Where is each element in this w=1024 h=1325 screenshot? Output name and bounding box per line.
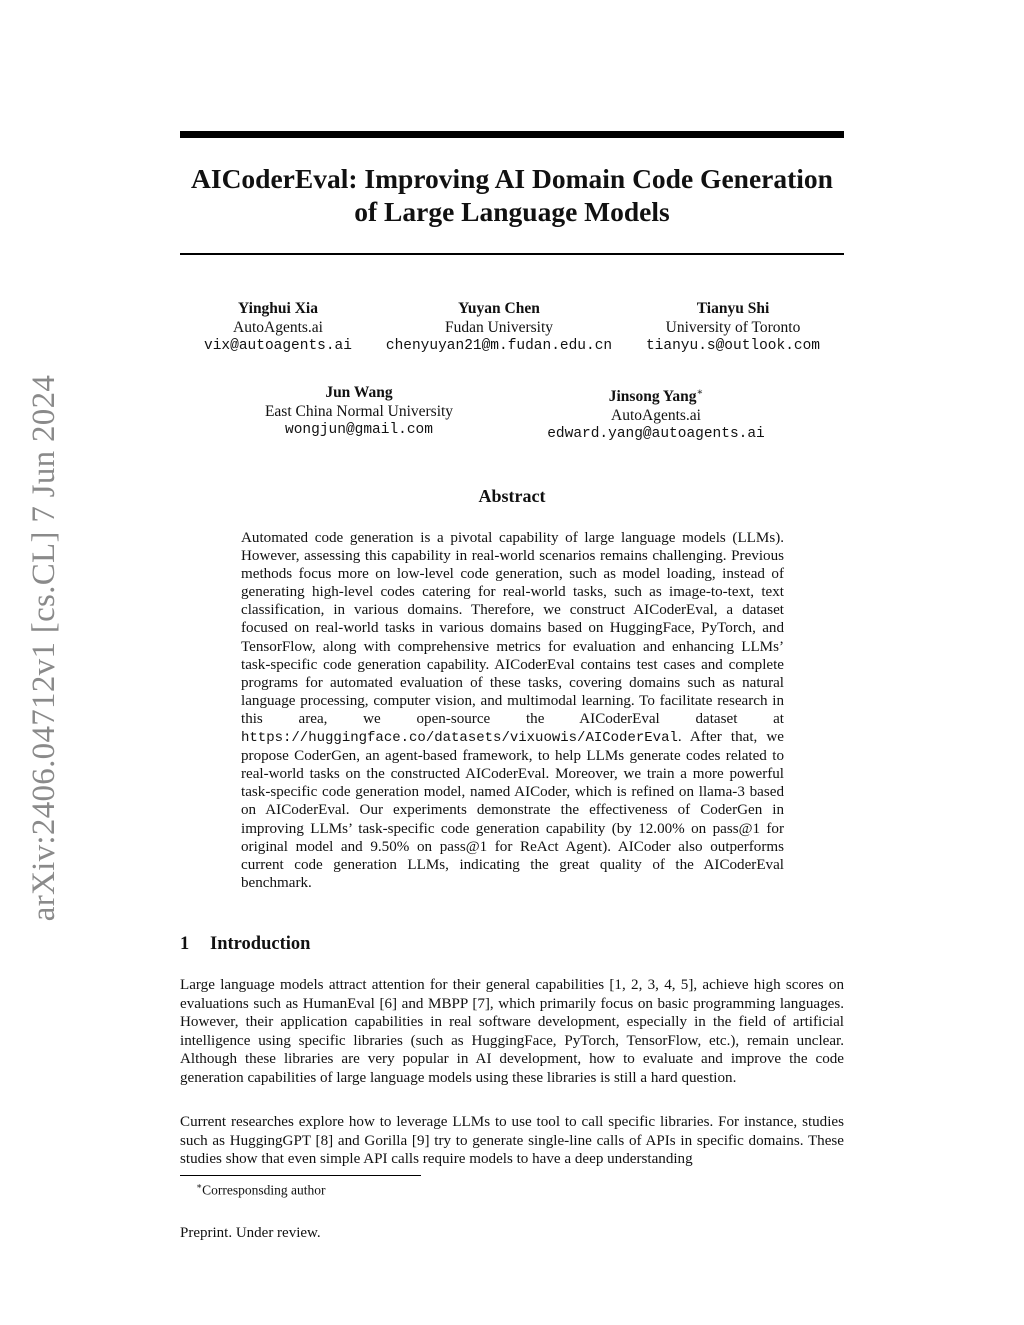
- section-number: 1: [180, 934, 190, 954]
- author-block: [536, 384, 776, 444]
- abstract-heading: Abstract: [478, 486, 546, 506]
- author-affiliation: Fudan University: [444, 318, 554, 336]
- author-affiliation: AutoAgents.ai: [611, 406, 701, 424]
- footnote-rule: [180, 1175, 421, 1176]
- author-name: Jun Wang: [325, 384, 393, 401]
- author-block: [374, 300, 624, 356]
- section-heading-introduction: [180, 934, 310, 955]
- author-name: Tianyu Shi: [696, 300, 770, 317]
- author-affiliation: AutoAgents.ai: [233, 318, 323, 336]
- paper-title: [180, 162, 844, 228]
- footnote-text: Corresponsding author: [202, 1182, 326, 1198]
- author-affiliation: University of Toronto: [665, 318, 801, 336]
- author-block: [623, 300, 843, 356]
- paper-title-line-2: of Large Language Models: [354, 196, 670, 227]
- author-name: Yinghui Xia: [238, 300, 318, 317]
- arxiv-identifier-stamp: arXiv:2406.04712v1 [cs.CL] 7 Jun 2024: [26, 374, 62, 922]
- author-email: vix@autoagents.ai: [204, 338, 352, 354]
- footnote: [196, 1178, 325, 1199]
- author-email: wongjun@gmail.com: [285, 422, 433, 438]
- dataset-url-link[interactable]: https://huggingface.co/datasets/vixuowis/AICoderEval: [241, 730, 678, 747]
- author-email: chenyuyan21@m.fudan.edu.cn: [385, 338, 613, 354]
- corresponding-author-marker: ∗: [696, 387, 704, 398]
- author-affiliation: East China Normal University: [264, 402, 454, 420]
- title-top-rule: [180, 131, 844, 138]
- footnote-marker: ∗: [196, 1181, 203, 1191]
- author-name: Jinsong Yang: [608, 388, 697, 406]
- author-email: tianyu.s@outlook.com: [645, 338, 821, 354]
- introduction-paragraph-2: Current researches explore how to leverage LLMs to use tool to call specific libraries. For instance, studies such as HuggingGPT [8] and Gorilla [9] try to generate single-line calls of APIs in specific domains. These studies show that even simple API calls require models to have a deep understanding: [180, 1114, 844, 1167]
- author-block: [178, 300, 378, 356]
- author-email: edward.yang@autoagents.ai: [547, 426, 765, 443]
- author-name: Yuyan Chen: [458, 300, 540, 317]
- author-block: [249, 384, 469, 440]
- introduction-paragraph-1: Large language models attract attention for their general capabilities [1, 2, 3, 4, 5], achieve high scores on evaluations such as HumanEval [6] and MBPP [7], which primarily focus on basic programming languages. However, their application capabilities in real software development, especially in the field of artificial intelligence using specific libraries (such as HuggingFace, PyTorch, TensorFlow, etc.), remain unclear. Although these libraries are very popular in AI development, how to evaluate and improve the code generation capabilities of large language models using these libraries is still a hard question.: [180, 977, 844, 1086]
- author-name-with-marker: [536, 384, 776, 407]
- paper-title-line-1: AICoderEval: Improving AI Domain Code Generation: [191, 163, 833, 194]
- abstract-text-part-2: . After that, we propose CoderGen, an agent-based framework, to help LLMs generate codes related to real-world tasks on the constructed AICoderEval. Moreover, we train a more powerful task-specific code generation model, named AICoder, which is refined on llama-3 based on AICoderEval. Our experiments demonstrate the effectiveness of CoderGen in improving LLMs’ task-specific code generation capability (by 12.00% on pass@1 for original model and 9.50% on pass@1 for ReAct Agent). AICoder also outperforms current code generation LLMs, indicating the great quality of the AICoderEval benchmark.: [241, 729, 784, 891]
- section-title: Introduction: [210, 934, 311, 954]
- preprint-notice: Preprint. Under review.: [180, 1225, 321, 1241]
- abstract-text-part-1: Automated code generation is a pivotal capability of large language models (LLMs). However, assessing this capability in real-world scenarios remains challenging. Previous methods focus more on low-level code generation, such as model loading, instead of generating high-level codes catering for real-world tasks, such as image-to-text, text classification, in various domains. Therefore, we construct AICoderEval, a dataset focused on real-world tasks in various domains based on HuggingFace, PyTorch, and TensorFlow, along with comprehensive metrics for evaluation and enhancing LLMs’ task-specific code generation capability. AICoderEval contains test cases and complete programs for automated evaluation of these tasks, covering domains such as natural language processing, computer vision, and multimodal learning. To facilitate research in this area, we open-source the AICoderEval dataset at: [241, 530, 784, 727]
- abstract-text: [241, 529, 784, 892]
- title-bottom-rule: [180, 253, 844, 255]
